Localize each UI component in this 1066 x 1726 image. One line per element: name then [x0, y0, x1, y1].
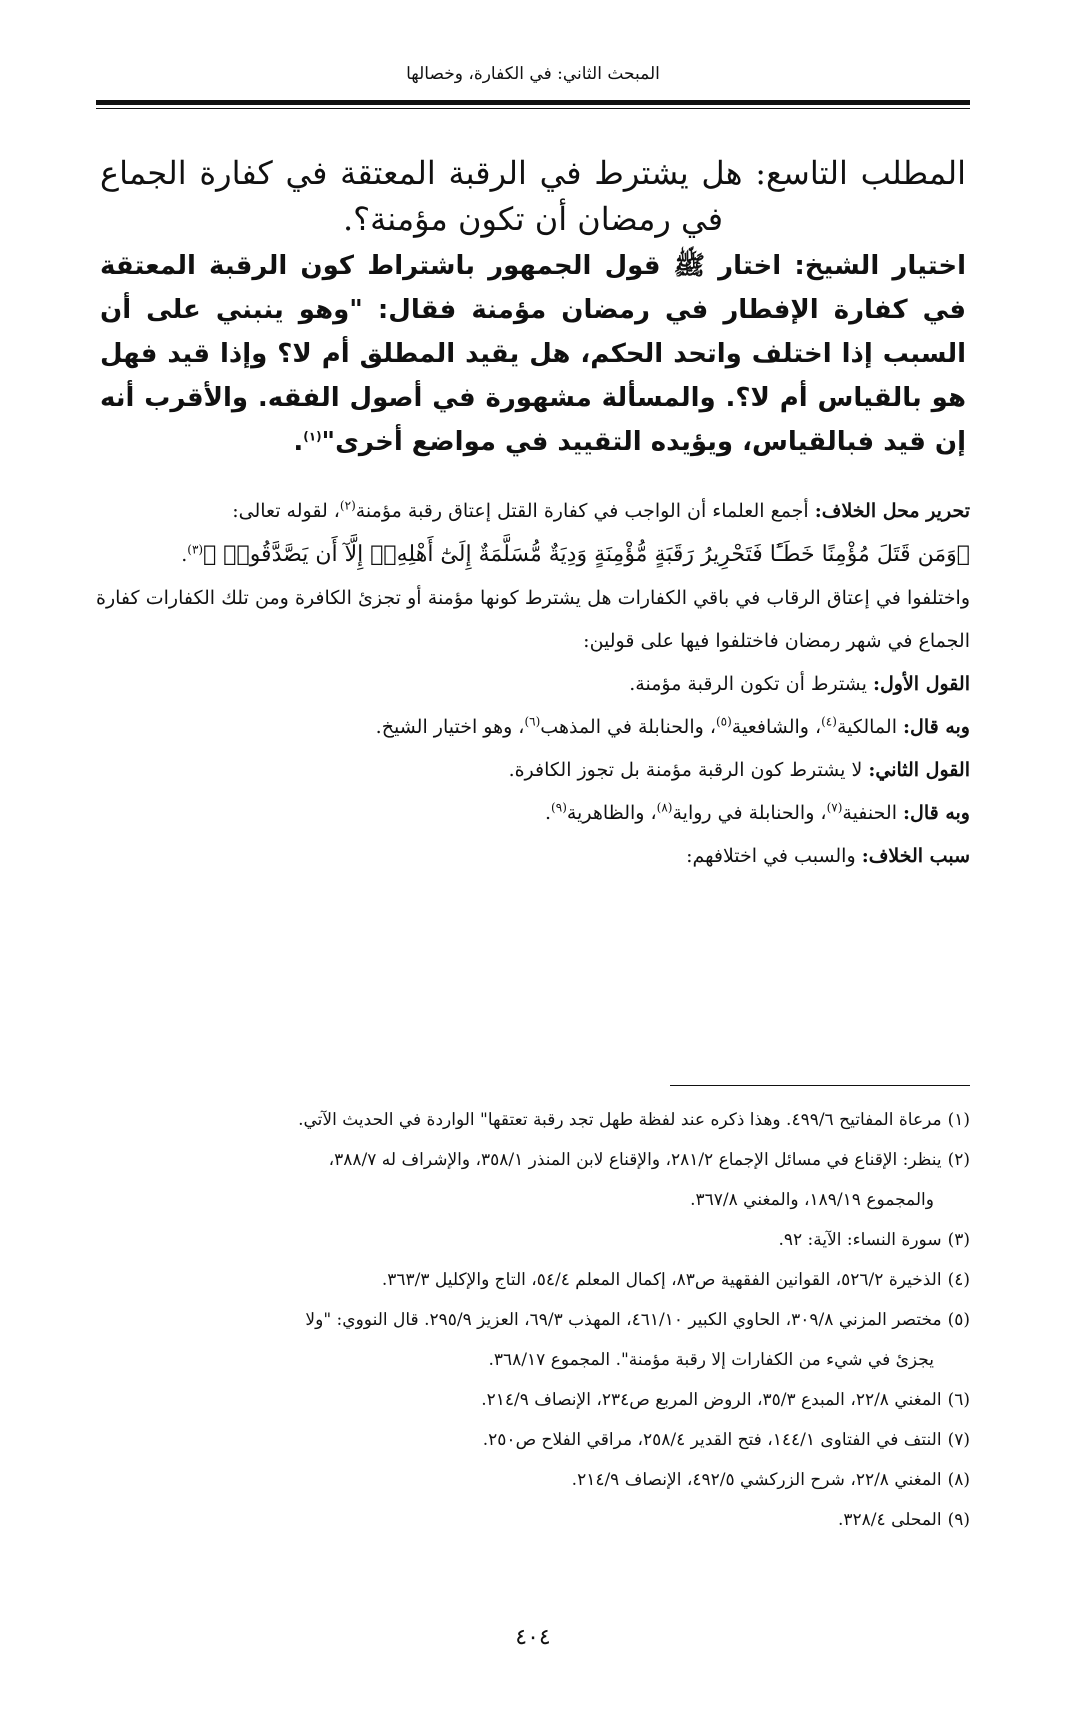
- disagreement-scope-text: أجمع العلماء أن الواجب في كفارة القتل إعتاق رقبة مؤمنة: [355, 500, 815, 522]
- footnote-text: سورة النساء: الآية: ٩٢.: [778, 1230, 942, 1250]
- cause-text: والسبب في اختلافهم:: [686, 845, 862, 867]
- verse-text: ﴿وَمَن قَتَلَ مُؤْمِنًا خَطَـًٔا فَتَحْرِيرُ رَقَبَةٍ مُّؤْمِنَةٍ وَدِيَةٌ مُّسَلَّمَةٌ إِلَىٰٓ أَهْلِهِۦٓ إِلَّآ أَن يَصَّدَّقُوا۟ ﴾: [203, 542, 970, 567]
- footnote-ref-5: (٥): [715, 714, 732, 729]
- footnote-number: (٥): [947, 1310, 970, 1330]
- footnote-number: (٩): [947, 1510, 970, 1530]
- supporter-zahiri: ، والظاهرية: [566, 802, 657, 824]
- first-supporters-lead: وبه قال:: [903, 716, 970, 738]
- supporter-sheikh: ، وهو اختيار الشيخ.: [375, 716, 525, 738]
- footnote-ref-1: (١): [303, 429, 322, 444]
- second-opinion-lead: القول الثاني:: [868, 759, 970, 781]
- footnotes: [96, 1100, 970, 1540]
- footnote-text: ينظر: الإقناع في مسائل الإجماع ٢٨١/٢، والإقناع لابن المنذر ٣٥٨/١، والإشراف له ٣٨٨/٧،: [328, 1150, 942, 1170]
- header-rule-thick: [96, 100, 970, 105]
- supporters-end: .: [545, 802, 552, 824]
- footnote-ref-6: (٦): [524, 714, 541, 729]
- footnote-6: [96, 1380, 970, 1420]
- second-opinion-text: لا يشترط كون الرقبة مؤمنة بل تجوز الكافرة.: [508, 759, 869, 781]
- second-opinion: [96, 749, 970, 792]
- quran-verse: [96, 533, 970, 577]
- first-opinion-lead: القول الأول:: [872, 673, 970, 695]
- cause-lead: سبب الخلاف:: [861, 845, 970, 867]
- second-supporters-lead: وبه قال:: [903, 802, 970, 824]
- footnote-text: المغني ٢٢/٨، شرح الزركشي ٤٩٢/٥، الإنصاف ٢١٤/٩.: [571, 1470, 942, 1490]
- footnote-ref-4: (٤): [821, 714, 837, 729]
- footnote-ref-7: (٧): [826, 800, 843, 815]
- footnote-5: [96, 1300, 970, 1340]
- footnote-number: (٢): [947, 1150, 970, 1170]
- cause-of-disagreement: [96, 835, 970, 878]
- sheikh-choice: [100, 244, 966, 464]
- footnote-text: مرعاة المفاتيح ٤٩٩/٦. وهذا ذكره عند لفظة طهل تجد رقبة تعتقها" الواردة في الحديث الآتي.: [298, 1110, 942, 1130]
- supporter-hanbali: ، والحنابلة في المذهب: [540, 716, 716, 738]
- footnote-1: [96, 1100, 970, 1140]
- footnote-9: [96, 1500, 970, 1540]
- section-title: المطلب التاسع: هل يشترط في الرقبة المعتقة في كفارة الجماع في رمضان أن تكون مؤمنة؟.: [100, 154, 967, 238]
- footnote-ref-8: (٨): [656, 800, 673, 815]
- disagreement-scope-tail: ، لقوله تعالى:: [232, 500, 340, 522]
- footnote-number: (٧): [947, 1430, 970, 1450]
- first-opinion: [96, 663, 970, 706]
- footnote-text: المغني ٢٢/٨، المبدع ٣٥/٣، الروض المربع ص٢٣٤، الإنصاف ٢١٤/٩.: [481, 1390, 942, 1410]
- sheikh-choice-text: اختار ﷺ قول الجمهور باشتراط كون الرقبة المعتقة في كفارة الإفطار في رمضان مؤمنة فقال: "وهو ينبني على أن السبب إذا اختلف واتحد الحكم، هل يقيد المطلق أم لا؟ وإذا قيد فهل هو بالقياس أم لا؟. والمسألة مشهورة في أصول الفقه. والأقرب أنه إن قيد فبالقياس، ويؤيده التقييد في مواضع أخرى": [100, 251, 966, 457]
- first-opinion-supporters: [96, 706, 970, 749]
- footnote-5-continuation: يجزئ في شيء من الكفارات إلا رقبة مؤمنة". المجموع ٣٦٨/١٧.: [488, 1350, 934, 1370]
- footnote-number: (٣): [947, 1230, 970, 1250]
- footnote-number: (١): [947, 1110, 970, 1130]
- footnote-4: [96, 1260, 970, 1300]
- footnote-number: (٦): [947, 1390, 970, 1410]
- footnote-3: [96, 1220, 970, 1260]
- supporter-hanafi: الحنفية: [842, 802, 904, 824]
- verse-end: .: [181, 544, 188, 566]
- body-text: [96, 490, 970, 878]
- second-opinion-supporters: [96, 792, 970, 835]
- footnote-8: [96, 1460, 970, 1500]
- footnote-7: [96, 1420, 970, 1460]
- sheikh-choice-lead: اختيار الشيخ:: [794, 251, 966, 281]
- footnote-2: [96, 1140, 970, 1180]
- supporter-maliki: المالكية: [836, 716, 904, 738]
- footnote-number: (٨): [947, 1470, 970, 1490]
- footnote-text: الذخيرة ٥٢٦/٢، القوانين الفقهية ص٨٣، إكمال المعلم ٥٤/٤، التاج والإكليل ٣٦٣/٣.: [381, 1270, 942, 1290]
- header-rule-thin: [96, 108, 970, 109]
- running-header: المبحث الثاني: في الكفارة، وخصالها: [406, 64, 660, 84]
- footnote-ref-9: (٩): [551, 800, 567, 815]
- disagreement-scope: [96, 490, 970, 533]
- footnote-2-continuation: والمجموع ١٨٩/١٩، والمغني ٣٦٧/٨.: [690, 1190, 934, 1210]
- page-number: ٤٠٤: [515, 1625, 551, 1650]
- disagreement-scope-lead: تحرير محل الخلاف:: [814, 500, 970, 522]
- footnote-text: مختصر المزني ٣٠٩/٨، الحاوي الكبير ٤٦١/١٠، المهذب ٦٩/٣، العزيز ٢٩٥/٩. قال النووي: "ولا: [305, 1310, 942, 1330]
- supporter-hanbali-riwaya: ، والحنابلة في رواية: [672, 802, 827, 824]
- footnote-text: النتف في الفتاوى ١٤٤/١، فتح القدير ٢٥٨/٤، مراقي الفلاح ص٢٥٠.: [482, 1430, 942, 1450]
- footnote-ref-3: (٣): [187, 542, 204, 557]
- footnote-number: (٤): [947, 1270, 970, 1290]
- footnote-separator: [670, 1085, 970, 1086]
- footnote-text: المحلى ٣٢٨/٤.: [838, 1510, 942, 1530]
- disagreement-paragraph: واختلفوا في إعتاق الرقاب في باقي الكفارات هل يشترط كونها مؤمنة أو تجزئ الكافرة ومن تلك الكفارات كفارة الجماع في شهر رمضان فاختلفوا فيها على قولين:: [96, 587, 970, 652]
- supporter-shafii: ، والشافعية: [731, 716, 822, 738]
- footnote-ref-2: (٢): [339, 498, 356, 513]
- first-opinion-text: يشترط أن تكون الرقبة مؤمنة.: [629, 673, 873, 695]
- sheikh-choice-end: .: [293, 427, 304, 457]
